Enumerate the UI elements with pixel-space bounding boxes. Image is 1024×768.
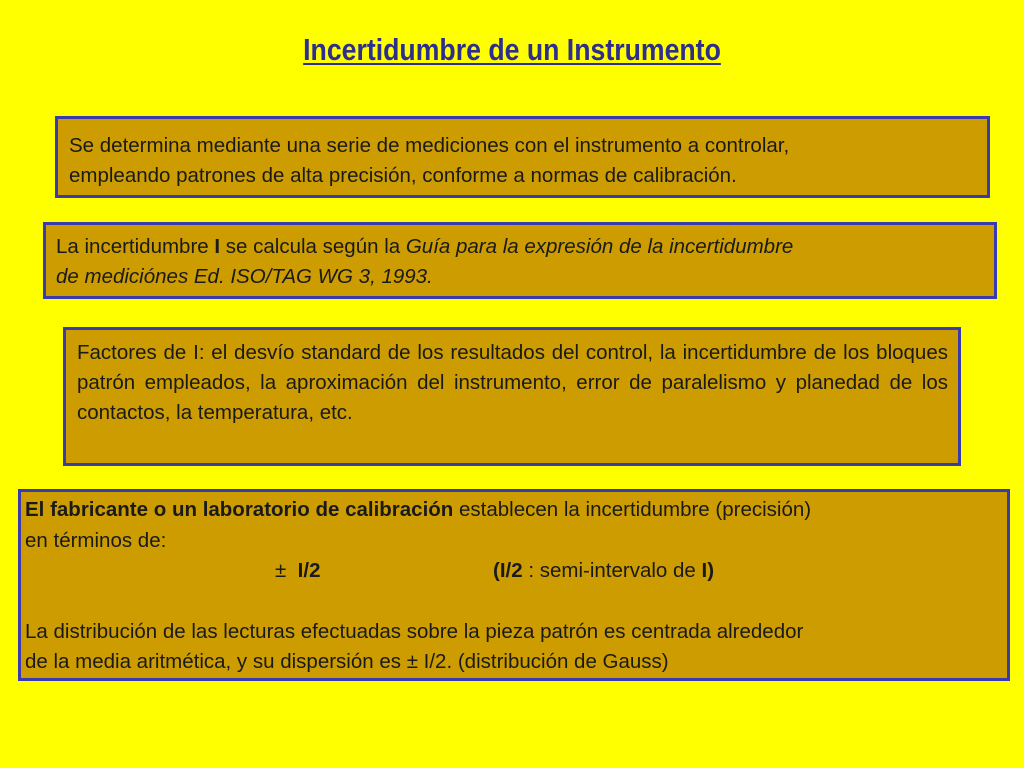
box2-line-1 xyxy=(56,232,984,262)
method-description-box xyxy=(55,116,990,198)
formula-explanation: (I/2 : semi-intervalo de I) xyxy=(493,559,715,582)
distribution-line-2: de la media aritmética, y su dispersión es ± I/2. (distribución de Gauss) xyxy=(25,650,669,673)
manufacturer-statement-box xyxy=(18,489,1010,681)
box1-line-1: Se determina mediante una serie de mediciones con el instrumento a controlar, xyxy=(69,134,790,157)
box2-mid: se calcula según la xyxy=(220,235,406,258)
uncertainty-factors-box xyxy=(63,327,961,466)
box4-intro-rest: establecen la incertidumbre (precisión) xyxy=(453,498,812,521)
distribution-line-1: La distribución de las lecturas efectuadas sobre la pieza patrón es centrada alrededor xyxy=(25,619,804,643)
box4-line-2: en términos de: xyxy=(25,528,167,552)
slide-title: Incertidumbre de un Instrumento xyxy=(303,32,721,67)
box2-bold-i: I xyxy=(214,235,221,258)
box1-line-2: empleando patrones de alta precisión, conforme a normas de calibración. xyxy=(69,164,737,187)
box4-line-1 xyxy=(25,495,1003,526)
box2-guide-reference: Guía para la expresión de la incertidumbre xyxy=(405,235,794,258)
formula-div: /2 xyxy=(303,559,321,582)
formula-i: I xyxy=(297,559,304,582)
factors-text: Factores de I: el desvío standard de los resultados del control, la incertidumbre de los bloques patrón empleados, la aproximación del instrumento, error de paralelismo y planedad de los contactos, la temperatura, etc. xyxy=(77,341,948,424)
calculation-reference-box xyxy=(43,222,997,299)
box2-line-2: de mediciónes Ed. ISO/TAG WG 3, 1993. xyxy=(56,265,433,288)
box4-bold-intro: El fabricante o un laboratorio de calibración xyxy=(25,498,454,521)
formula-line xyxy=(25,556,1003,587)
formula-plus-minus xyxy=(275,556,493,587)
plus-minus-symbol: ± xyxy=(275,559,287,582)
dist-plus-minus-symbol: ± xyxy=(406,650,418,673)
box2-prefix: La incertidumbre xyxy=(56,235,215,258)
